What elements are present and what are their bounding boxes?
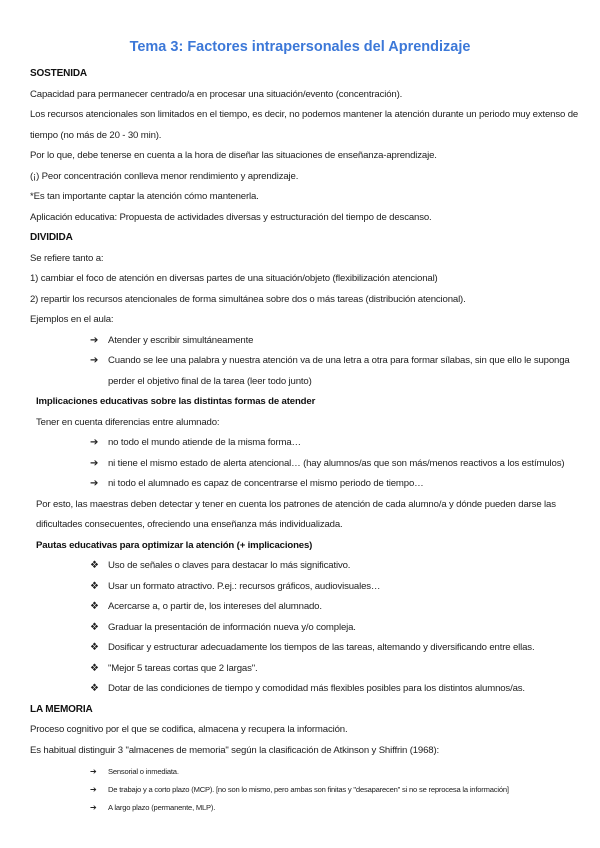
section-heading-dividida: DIVIDIDA bbox=[30, 232, 73, 243]
section-heading-memoria: LA MEMORIA bbox=[30, 704, 93, 715]
list-item-text: ni tiene el mismo estado de alerta atencional… (hay alumnos/as que son más/menos reactivos a los estímulos) bbox=[108, 458, 565, 469]
list-item bbox=[90, 355, 570, 367]
list-item-text: Cuando se lee una palabra y nuestra atención va de una letra a otra para formar sílabas, sin que ello le suponga bbox=[108, 355, 570, 366]
list-item bbox=[90, 458, 564, 470]
list-item-text: ni todo el alumnado es capaz de concentrarse el mismo periodo de tiempo… bbox=[108, 478, 424, 489]
list-item bbox=[90, 478, 424, 490]
diamond-bullet-icon: ❖ bbox=[90, 581, 99, 592]
paragraph-line: Por lo que, debe tenerse en cuenta a la hora de diseñar las situaciones de enseñanza-aprendizaje. bbox=[30, 150, 437, 161]
list-item bbox=[90, 560, 350, 572]
list-item-text: Sensorial o inmediata. bbox=[108, 767, 179, 776]
diamond-bullet-icon: ❖ bbox=[90, 560, 99, 571]
list-item-text: Dotar de las condiciones de tiempo y comodidad más flexibles posibles para los distintos alumnos/as. bbox=[108, 683, 525, 694]
paragraph-line: Capacidad para permanecer centrado/a en procesar una situación/evento (concentración). bbox=[30, 89, 403, 100]
diamond-bullet-icon: ❖ bbox=[90, 601, 99, 612]
list-item-text: Dosificar y estructurar adecuadamente los tiempos de las tareas, altemando y diversificando entre ellas. bbox=[108, 642, 535, 653]
paragraph-line: (¡) Peor concentración conlleva menor rendimiento y aprendizaje. bbox=[30, 171, 299, 182]
list-item-text: Graduar la presentación de información nueva y/o compleja. bbox=[108, 622, 356, 633]
list-item bbox=[90, 622, 356, 634]
list-item bbox=[90, 785, 509, 795]
list-item-text: Uso de señales o claves para destacar lo más significativo. bbox=[108, 560, 351, 571]
subheading-implicaciones: Implicaciones educativas sobre las distintas formas de atender bbox=[36, 396, 316, 407]
list-item bbox=[90, 642, 534, 654]
paragraph-line: Ejemplos en el aula: bbox=[30, 314, 114, 325]
paragraph-line: 1) cambiar el foco de atención en diversas partes de una situación/objeto (flexibilización atencional) bbox=[30, 273, 438, 284]
paragraph-line: *Es tan importante captar la atención cómo mantenerla. bbox=[30, 191, 259, 202]
arrow-icon: ➔ bbox=[90, 458, 99, 469]
list-item-continuation: perder el objetivo final de la tarea (leer todo junto) bbox=[108, 376, 312, 387]
paragraph-line: Por esto, las maestras deben detectar y tener en cuenta los patrones de atención de cada alumno/a y dónde pueden darse las bbox=[36, 499, 556, 510]
paragraph-line: Proceso cognitivo por el que se codifica, almacena y recupera la información. bbox=[30, 724, 348, 735]
list-item bbox=[90, 335, 253, 347]
diamond-bullet-icon: ❖ bbox=[90, 642, 99, 653]
subheading-pautas: Pautas educativas para optimizar la atención (+ implicaciones) bbox=[36, 540, 313, 551]
list-item bbox=[90, 663, 258, 675]
list-item bbox=[90, 683, 525, 695]
list-item-text: De trabajo y a corto plazo (MCP). [no son lo mismo, pero ambas son finitas y "desaparecen" si no se reprocesa la información] bbox=[108, 785, 509, 794]
arrow-icon: ➔ bbox=[90, 785, 97, 794]
list-item-text: Usar un formato atractivo. P.ej.: recursos gráficos, audiovisuales… bbox=[108, 581, 381, 592]
diamond-bullet-icon: ❖ bbox=[90, 683, 99, 694]
arrow-icon: ➔ bbox=[90, 478, 99, 489]
list-item bbox=[90, 767, 179, 777]
list-item bbox=[90, 601, 322, 613]
paragraph-line: tiempo (no más de 20 - 30 min). bbox=[30, 130, 162, 141]
arrow-icon: ➔ bbox=[90, 803, 97, 812]
paragraph-line: Se refiere tanto a: bbox=[30, 253, 104, 264]
arrow-icon: ➔ bbox=[90, 355, 99, 366]
paragraph-line: Aplicación educativa: Propuesta de actividades diversas y estructuración del tiempo de descanso. bbox=[30, 212, 432, 223]
list-item bbox=[90, 803, 215, 813]
paragraph-line: Los recursos atencionales son limitados en el tiempo, es decir, no podemos mantener la atención durante un periodo muy extenso de bbox=[30, 109, 579, 120]
arrow-icon: ➔ bbox=[90, 767, 97, 776]
diamond-bullet-icon: ❖ bbox=[90, 663, 99, 674]
diamond-bullet-icon: ❖ bbox=[90, 622, 99, 633]
list-item-text: A largo plazo (permanente, MLP). bbox=[108, 803, 216, 812]
paragraph-line: Tener en cuenta diferencias entre alumnado: bbox=[36, 417, 220, 428]
page-title: Tema 3: Factores intrapersonales del Aprendizaje bbox=[129, 39, 471, 55]
list-item bbox=[90, 437, 301, 449]
list-item-text: Acercarse a, o partir de, los intereses del alumnado. bbox=[108, 601, 322, 612]
list-item-text: no todo el mundo atiende de la misma forma… bbox=[108, 437, 301, 448]
list-item-text: Atender y escribir simultáneamente bbox=[108, 335, 254, 346]
arrow-icon: ➔ bbox=[90, 335, 99, 346]
arrow-icon: ➔ bbox=[90, 437, 99, 448]
list-item-text: "Mejor 5 tareas cortas que 2 largas". bbox=[108, 663, 258, 674]
paragraph-line: 2) repartir los recursos atencionales de forma simultánea sobre dos o más tareas (distribución atencional). bbox=[30, 294, 466, 305]
section-heading-sostenida: SOSTENIDA bbox=[30, 68, 87, 79]
list-item bbox=[90, 581, 380, 593]
paragraph-line: Es habitual distinguir 3 "almacenes de memoria" según la clasificación de Atkinson y Shiffrin (1968): bbox=[30, 745, 440, 756]
paragraph-line: dificultades consecuentes, ofreciendo una enseñanza más individualizada. bbox=[36, 519, 343, 530]
